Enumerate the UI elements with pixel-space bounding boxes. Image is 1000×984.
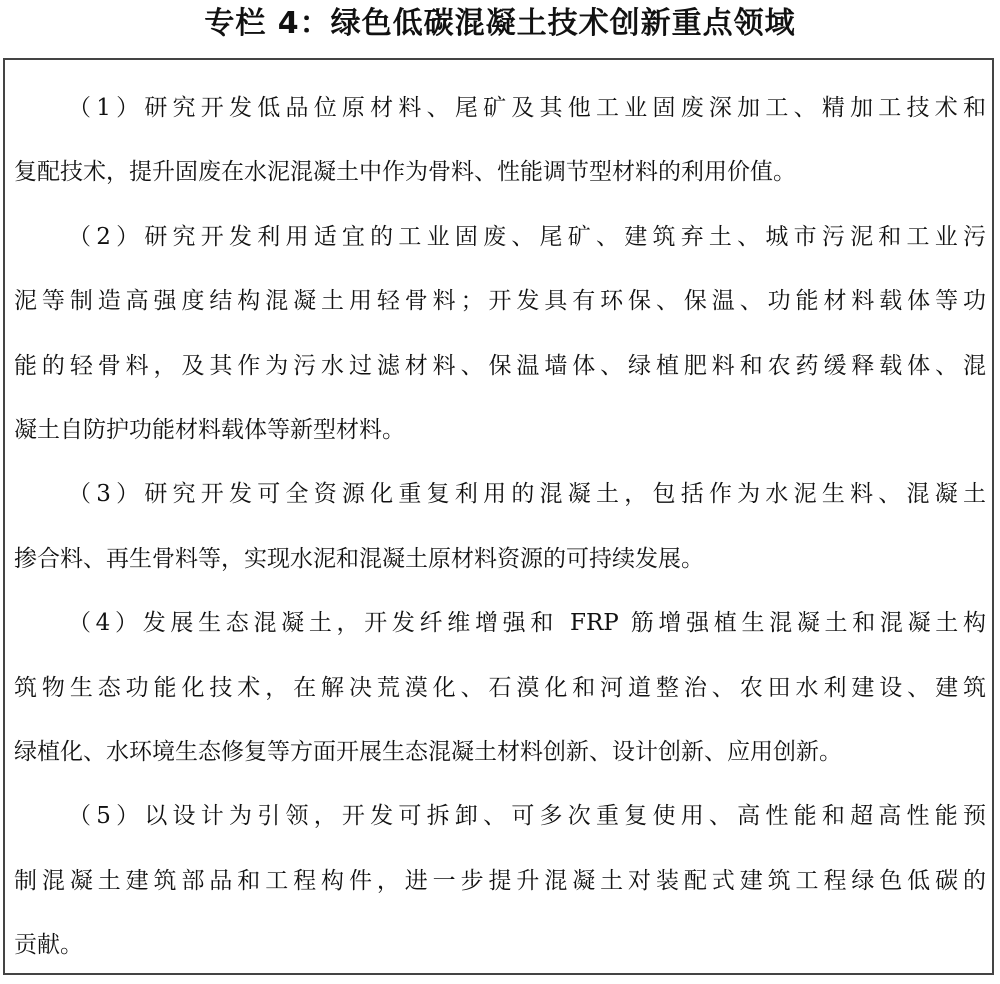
paragraph-line: 掺合料、再生骨料等，实现水泥和混凝土原材料资源的可持续发展。 (14, 545, 704, 572)
paragraph-line: （2）研究开发利用适宜的工业固废、尾矿、建筑弃土、城市污泥和工业污 (68, 223, 986, 250)
paragraph-2 (14, 205, 986, 463)
paragraph-line: 复配技术，提升固废在水泥混凝土中作为骨料、性能调节型材料的利用价值。 (14, 159, 796, 186)
paragraph-line: 制混凝土建筑部品和工程构件，进一步提升混凝土对装配式建筑工程绿色低碳的 (14, 867, 986, 894)
paragraph-3 (14, 462, 986, 591)
paragraph-line: （5）以设计为引领，开发可拆卸、可多次重复使用、高性能和超高性能预 (68, 803, 986, 830)
paragraph-line: （4）发展生态混凝土，开发纤维增强和 FRP 筋增强植生混凝土和混凝土构 (68, 610, 986, 637)
paragraph-line: 能的轻骨料，及其作为污水过滤材料、保温墙体、绿植肥料和农药缓释载体、混 (14, 352, 986, 379)
paragraph-line: （3）研究开发可全资源化重复利用的混凝土，包括作为水泥生料、混凝土 (68, 481, 986, 508)
paragraph-line: 凝土自防护功能材料载体等新型材料。 (14, 416, 405, 443)
paragraph-line: 筑物生态功能化技术，在解决荒漠化、石漠化和河道整治、农田水利建设、建筑 (14, 674, 986, 701)
paragraph-4 (14, 591, 986, 784)
paragraph-line: （1）研究开发低品位原材料、尾矿及其他工业固废深加工、精加工技术和 (68, 95, 986, 121)
paragraph-line: 泥等制造高强度结构混凝土用轻骨料；开发具有环保、保温、功能材料载体等功 (14, 288, 986, 315)
page-title: 专栏 4：绿色低碳混凝土技术创新重点领域 (204, 6, 796, 41)
paragraph-1 (14, 76, 986, 205)
column-content (14, 76, 986, 977)
paragraph-line: 贡献。 (14, 932, 83, 959)
paragraph-line: 绿植化、水环境生态修复等方面开展生态混凝土材料创新、设计创新、应用创新。 (14, 738, 842, 765)
paragraph-5 (14, 784, 986, 977)
